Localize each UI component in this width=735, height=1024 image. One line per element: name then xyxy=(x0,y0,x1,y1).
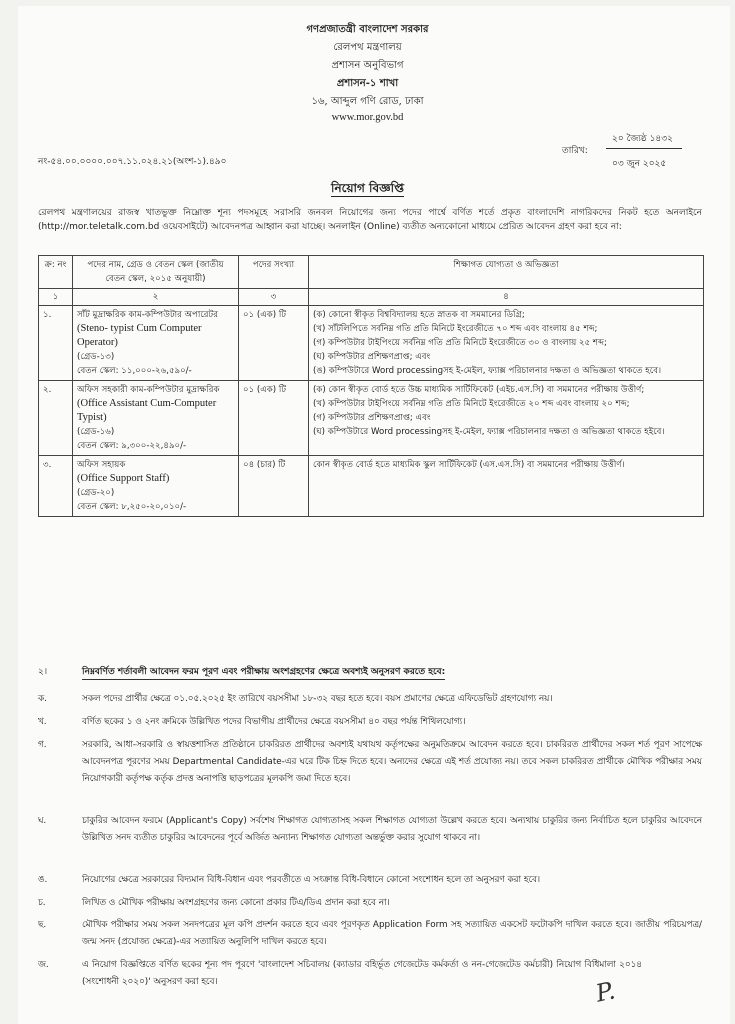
office-address: ১৬, আব্দুল গণি রোড, ঢাকা xyxy=(311,96,424,107)
column-number-row xyxy=(39,289,704,306)
post-cell xyxy=(73,306,239,381)
post-count: ০১ (এক) টি xyxy=(239,381,309,456)
row-serial: ৩. xyxy=(39,456,73,517)
date-english: ০৩ জুন ২০২৫ xyxy=(612,159,667,169)
qualification-item: (ঘ) কম্পিউটার প্রশিক্ষণপ্রাপ্ত; এবং xyxy=(313,352,431,362)
post-name-bn: অফিস সহকারী কাম-কম্পিউটার মুদ্রাক্ষরিক xyxy=(77,385,220,395)
condition-mark: খ. xyxy=(38,717,47,727)
website-link[interactable]: www.mor.gov.bd xyxy=(331,112,404,123)
qualification-item: (ক) কোনো স্বীকৃত বিশ্ববিদ্যালয় হতে স্নাতক বা সমমানের ডিগ্রি; xyxy=(313,310,525,320)
table-row xyxy=(39,306,704,381)
qualification-cell xyxy=(309,306,704,381)
post-scale: বেতন স্কেল: ১১,০০০-২৬,৫৯০/- xyxy=(77,366,192,376)
row-serial: ২. xyxy=(39,381,73,456)
gov-name: গণপ্রজাতন্ত্রী বাংলাদেশ সরকার xyxy=(306,24,429,35)
table-row xyxy=(39,456,704,517)
ministry-name: রেলপথ মন্ত্রণালয় xyxy=(333,42,402,53)
condition-mark: ঙ. xyxy=(38,875,48,885)
condition-text: সকল পদের প্রার্থীর ক্ষেত্রে ০১.০৫.২০২৫ ইং তারিখে বয়সসীমা ১৮-৩২ বছর হতে হবে। বয়স প্রমাণের ক্ষেত্রে এফিডেভিট গ্রহণযোগ্য নয়। xyxy=(82,694,553,704)
condition-text: লিখিত ও মৌখিক পরীক্ষায় অংশগ্রহণের জন্য কোনো প্রকার টিএ/ডিএ প্রদান করা হবে না। xyxy=(82,898,390,908)
condition-mark: চ. xyxy=(38,898,46,908)
post-grade: (গ্রেড-১৩) xyxy=(77,352,115,362)
notice-title-text: নিয়োগ বিজ্ঞপ্তি xyxy=(331,181,404,195)
memo-number: নং-৫৪.০০.০০০০.০০৭.১১.০২৪.২১(অংশ-১).৪৯০ xyxy=(38,157,227,167)
col-number: ৪ xyxy=(309,289,704,306)
signature-initial: P. xyxy=(593,976,618,1008)
row-serial: ১. xyxy=(39,306,73,381)
condition-mark: ঘ. xyxy=(38,816,47,826)
date-label: তারিখ: xyxy=(562,146,588,156)
post-name-en: (Office Assistant Cum-Computer Typist) xyxy=(77,398,217,423)
table-row xyxy=(39,381,704,456)
post-name-en: (Office Support Staff) xyxy=(77,473,170,484)
condition-text: এ নিয়োগ বিজ্ঞপ্তিতে বর্ণিত ছকের শূন্য পদ পূরণে 'বাংলাদেশ সচিবালয় (ক্যাডার বহির্ভূত গেজেটেড কর্মকর্তা ও নন-গেজেটেড কর্মচারী) নিয়োগ বিধিমালা ২০১৪ (সংশোধনী ২০২০)' অনুসরণ করা হবে। xyxy=(82,960,642,988)
qualification-item: কোন স্বীকৃত বোর্ড হতে মাধ্যমিক স্কুল সার্টিফিকেট (এস.এস.সি) বা সমমানের পরীক্ষায় উত্তীর্ণ। xyxy=(313,460,625,470)
table-header-row xyxy=(39,256,704,289)
qualification-cell xyxy=(309,456,704,517)
intro-paragraph: রেলপথ মন্ত্রণালয়ের রাজস্ব খাতভুক্ত নিম্নোক্ত শূন্য পদসমূহে সরাসরি জনবল নিয়োগের জন্য পদের পার্শ্বে বর্ণিত শর্তে প্রকৃত বাংলাদেশি নাগরিকদের নিকট হতে অনলাইনে (http://mor.teletalk.com.bd ওয়েবসাইটে) আবেদনপত্র আহ্বান করা যাচ্ছে। অনলাইন (Online) ব্যতীত অন্যকোনো মাধ্যমে প্রেরিত আবেদন গ্রহণ করা হবে না: xyxy=(38,208,702,233)
qualification-item: (ঙ) কম্পিউটারে Word processingসহ ই-মেইল, ফ্যাক্স পরিচালনার দক্ষতা ও অভিজ্ঞতা থাকতে হবে। xyxy=(313,366,662,376)
post-cell xyxy=(73,381,239,456)
condition-mark: ছ. xyxy=(38,920,47,930)
post-scale: বেতন স্কেল: ৯,৩০০-২২,৪৯০/- xyxy=(77,441,187,451)
qualification-item: (গ) কম্পিউটার প্রশিক্ষণপ্রাপ্ত; এবং xyxy=(313,413,431,423)
header-count: পদের সংখ্যা xyxy=(239,256,309,289)
col-number: ২ xyxy=(73,289,239,306)
col-number: ১ xyxy=(39,289,73,306)
qualification-item: (গ) কম্পিউটার টাইপিংয়ে সর্বনিম্ন গতি প্রতি মিনিটে ইংরেজীতে ৩০ ও বাংলায় ২৫ শব্দ; xyxy=(313,338,607,348)
header-post: পদের নাম, গ্রেড ও বেতন স্কেল (জাতীয় বেতন স্কেল, ২০১৫ অনুযায়ী) xyxy=(73,256,239,289)
post-name-bn: সাঁট মুদ্রাক্ষরিক কাম-কম্পিউটার অপারেটর xyxy=(77,310,218,320)
condition-mark: ক. xyxy=(38,694,47,704)
qualification-cell xyxy=(309,381,704,456)
qualification-item: (খ) সাঁটলিপিতে সর্বনিম্ন গতি প্রতি মিনিটে ইংরেজীতে ৭০ শব্দ এবং বাংলায় ৪৫ শব্দ; xyxy=(313,324,598,334)
section-2-title: নিম্নবর্ণিত শর্তাবলী আবেদন ফরম পূরণ এবং পরীক্ষায় অংশগ্রহণের ক্ষেত্রে অবশ্যই অনুসরণ করতে হবে: xyxy=(82,664,445,680)
qualification-item: (খ) কম্পিউটার টাইপিংয়ে সর্বনিম্ন গতি প্রতি মিনিটে ইংরেজীতে ২০ শব্দ এবং বাংলায় ২০ শব্দ; xyxy=(313,399,630,409)
posts-table xyxy=(38,255,704,517)
notice-title xyxy=(0,180,735,200)
post-grade: (গ্রেড-২০) xyxy=(77,488,115,498)
condition-text: নিয়োগের ক্ষেত্রে সরকারের বিদ্যমান বিধি-বিধান এবং পরবর্তীতে এ সংক্রান্ত বিধি-বিধানে কোনো সংশোধন হলে তা অনুসরণ করা হবে। xyxy=(82,875,541,885)
post-grade: (গ্রেড-১৬) xyxy=(77,427,115,437)
condition-mark: জ. xyxy=(38,960,49,970)
date-bangla: ২০ জ্যৈষ্ঠ ১৪৩২ xyxy=(612,134,673,144)
qualification-item: (ক) কোন স্বীকৃত বোর্ড হতে উচ্চ মাধ্যমিক সার্টিফিকেট (এইচ.এস.সি) বা সমমানের পরীক্ষায় উত্তীর্ণ; xyxy=(313,385,645,395)
condition-text: সরকারি, আধা-সরকারি ও স্বায়ত্তশাসিত প্রতিষ্ঠানে চাকরিরত প্রার্থীদের অবশ্যই যথাযথ কর্তৃপক্ষের অনুমতিক্রমে আবেদন করতে হবে। চাকরিরত প্রার্থীদের সকল শর্ত পূরণ সাপেক্ষে আবেদনপত্র পূরণের সময় Departmental Candidate-এর ঘরে টিক চিহ্ন দিতে হবে। অন্যদের ক্ষেত্রে এই শর্ত প্রযোজ্য নয়। তবে সকল চাকরিরত প্রার্থীকে মৌখিক পরীক্ষার সময় নিয়োগকারী কর্তৃপক্ষ কর্তৃক প্রদত্ত অনাপত্তি ছাড়পত্রের মূলকপি জমা দিতে হবে। xyxy=(82,740,702,785)
section-2-number: ২। xyxy=(38,667,48,677)
date-divider xyxy=(606,148,682,149)
header-qualification: শিক্ষাগত যোগ্যতা ও অভিজ্ঞতা xyxy=(309,256,704,289)
post-scale: বেতন স্কেল: ৮,২৫০-২০,০১০/- xyxy=(77,502,187,512)
condition-text: চাকুরির আবেদন ফরমে (Applicant's Copy) সর্বশেষ শিক্ষাগত যোগ্যতাসহ সকল শিক্ষাগত যোগ্যতা উল্লেখ করতে হবে। অন্যথায় চাকুরির জন্য নির্বাচিত হলে চাকুরির আবেদনে উল্লিখিত সনদ ব্যতীত চাকুরির আবেদনের পূর্বে অর্জিত অন্যান্য শিক্ষাগত যোগ্যতা অন্তর্ভুক্ত করার সুযোগ থাকবে না। xyxy=(82,816,702,844)
condition-text: মৌখিক পরীক্ষার সময় সকল সনদপত্রের মূল কপি প্রদর্শন করতে হবে এবং পূরণকৃত Application Form সহ সত্যায়িত একসেট ফটোকপি দাখিল করতে হবে। জাতীয় পরিচয়পত্র/জন্ম সনদ (প্রযোজ্য ক্ষেত্রে)-এর সত্যায়িত অনুলিপি দাখিল করতে হবে। xyxy=(82,920,702,948)
post-name-bn: অফিস সহায়ক xyxy=(77,460,126,470)
header-serial: ক্র: নং xyxy=(39,256,73,289)
condition-text: বর্ণিত ছকের ১ ও ২নং ক্রমিকে উল্লিখিত পদের বিভাগীয় প্রার্থীদের ক্ষেত্রে বয়সসীমা ৪০ বছর পর্যন্ত শিথিলযোগ্য। xyxy=(82,717,466,727)
post-count: ০১ (এক) টি xyxy=(239,306,309,381)
division-name: প্রশাসন অনুবিভাগ xyxy=(331,60,404,71)
qualification-item: (ঘ) কম্পিউটারে Word processingসহ ই-মেইল, ফ্যাক্স পরিচালনার দক্ষতা ও অভিজ্ঞতা থাকতে হইবে। xyxy=(313,427,665,437)
condition-mark: গ. xyxy=(38,740,47,750)
post-cell xyxy=(73,456,239,517)
post-name-en: (Steno- typist Cum Computer Operator) xyxy=(77,323,202,348)
post-count: ০৪ (চার) টি xyxy=(239,456,309,517)
col-number: ৩ xyxy=(239,289,309,306)
section-name: প্রশাসন-১ শাখা xyxy=(336,78,399,89)
